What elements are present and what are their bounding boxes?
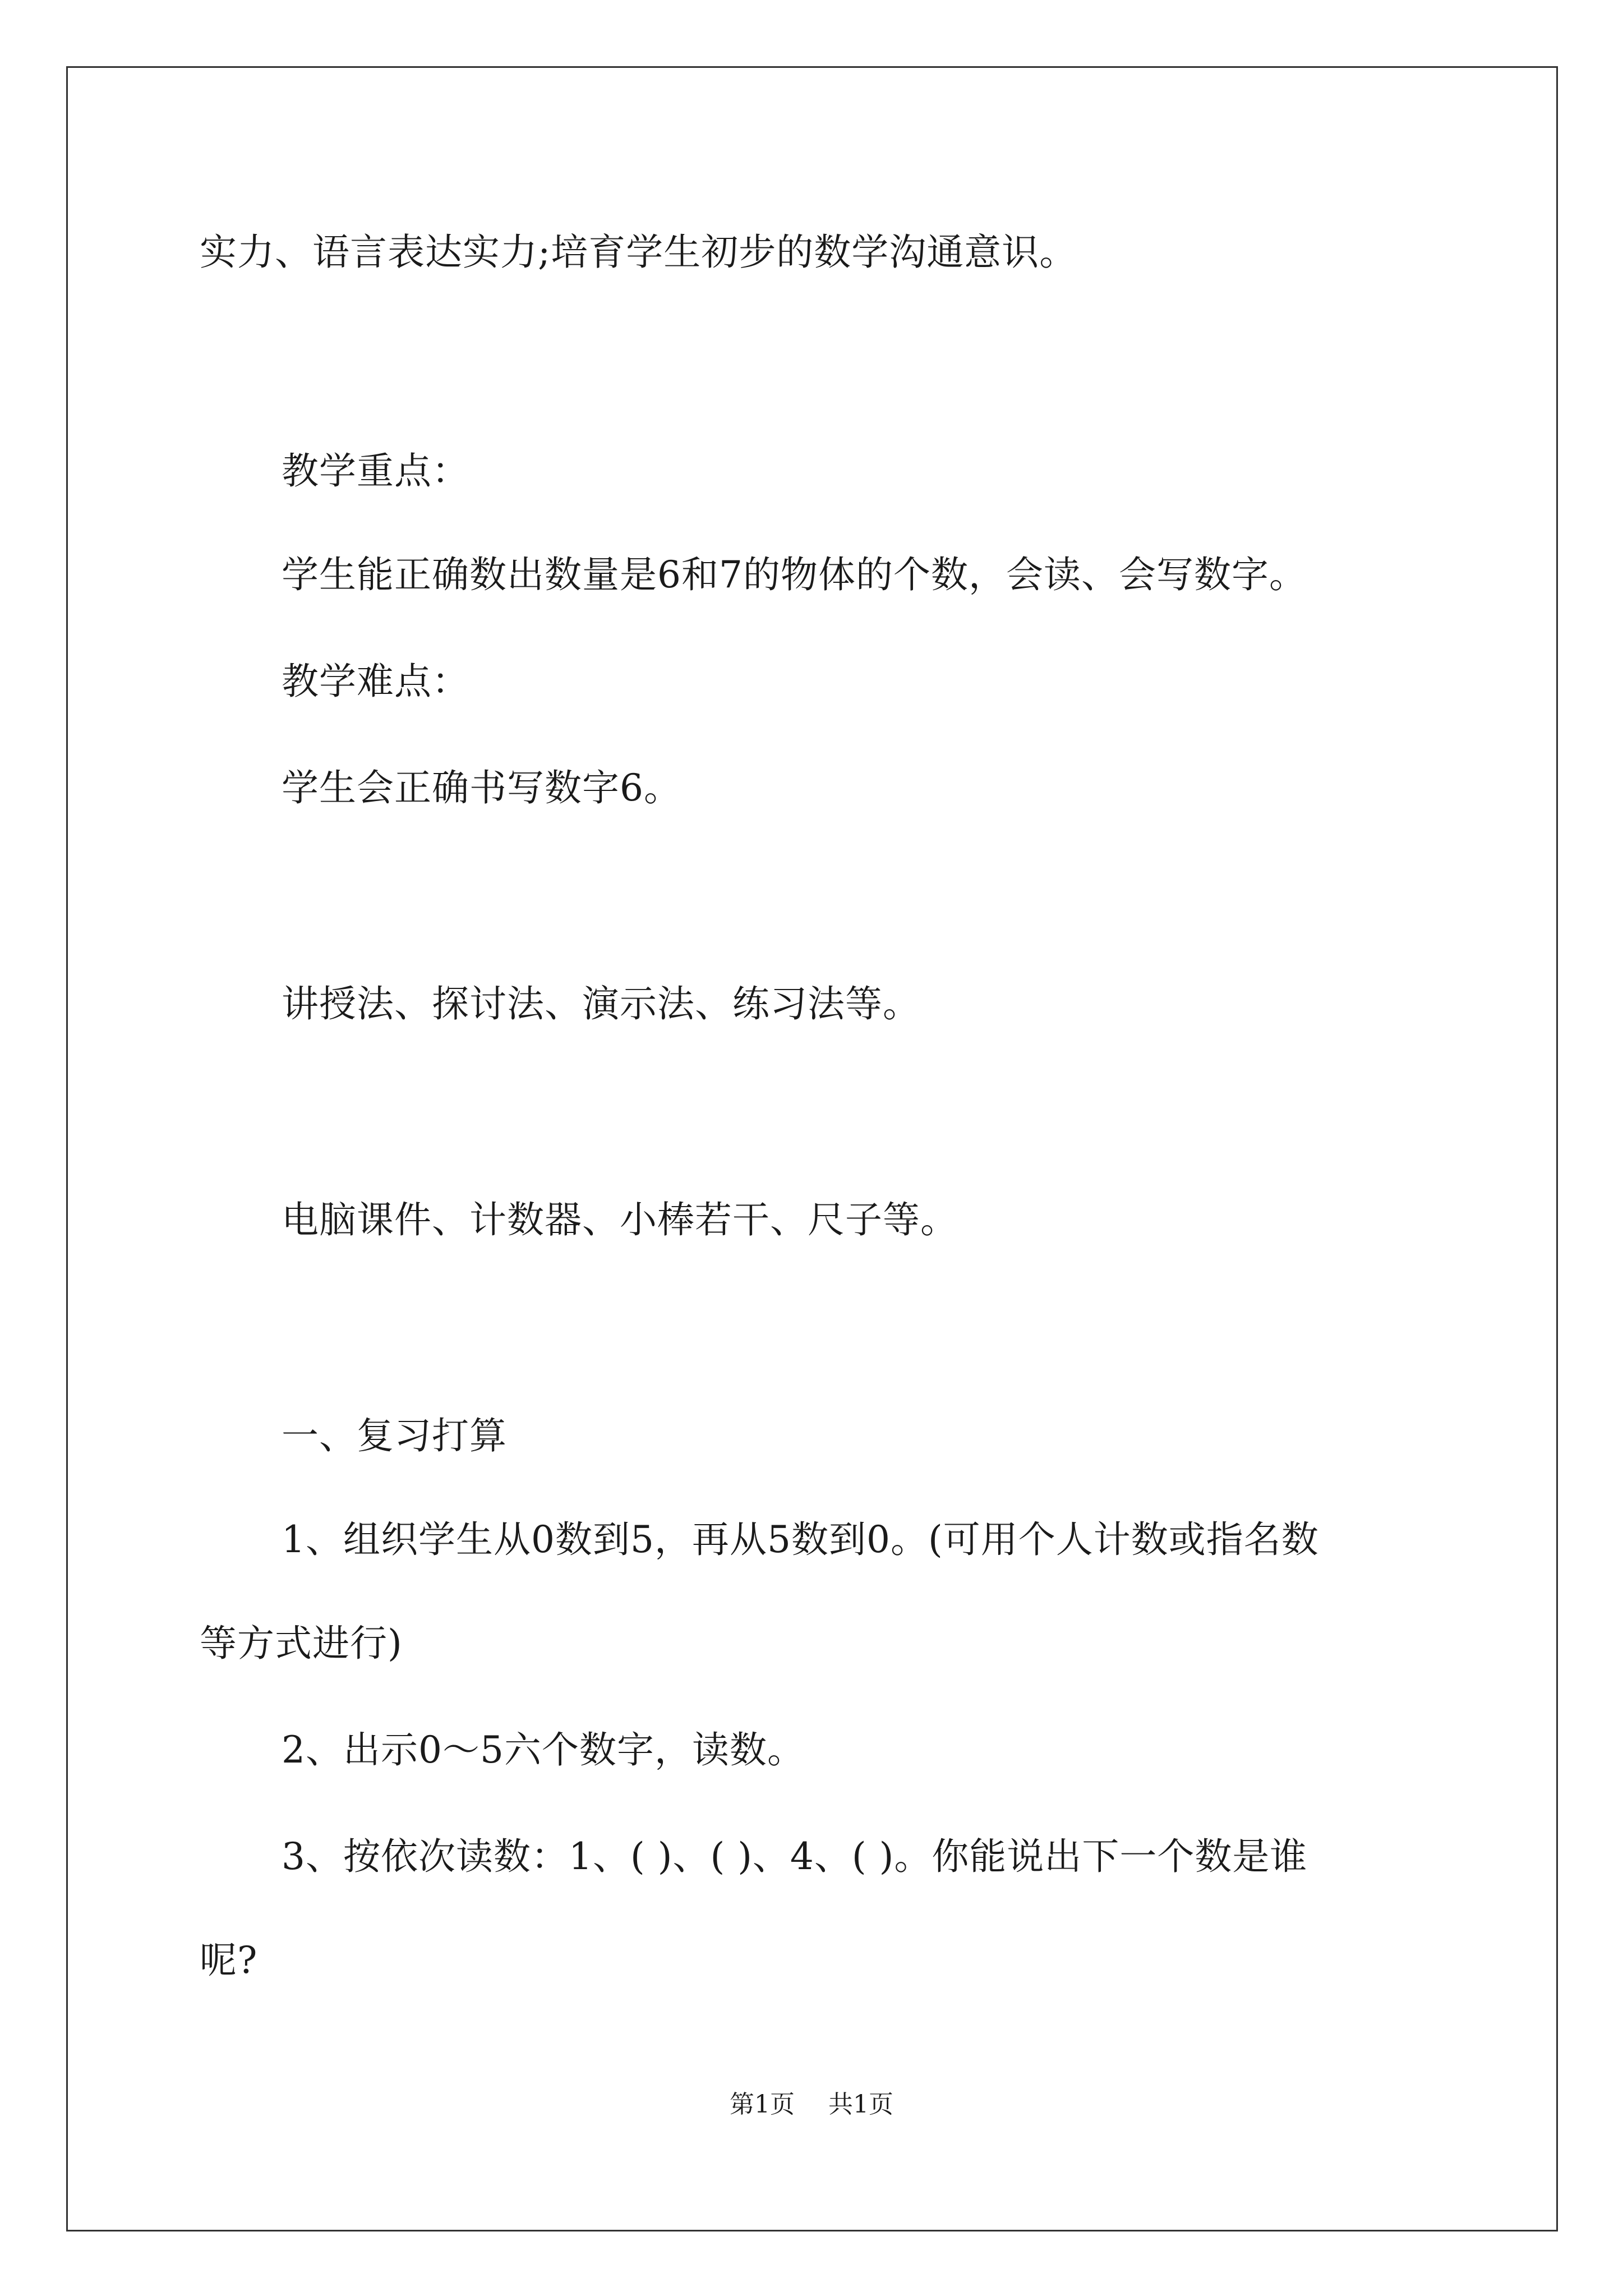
body-line-difficulty: 学生会正确书写数字6。 bbox=[282, 766, 681, 809]
page-number-total: 共1页 bbox=[828, 2090, 893, 2119]
body-line-materials: 电脑课件、计数器、小棒若干、尺子等。 bbox=[282, 1198, 958, 1241]
body-line-focus: 学生能正确数出数量是6和7的物体的个数，会读、会写数字。 bbox=[282, 553, 1307, 596]
body-line-step1-cont: 等方式进行) bbox=[200, 1622, 403, 1665]
heading-teaching-difficulty: 教学难点： bbox=[282, 660, 469, 703]
body-line-methods: 讲授法、探讨法、演示法、练习法等。 bbox=[282, 982, 920, 1025]
body-line-step1: 1、组织学生从0数到5，再从5数到0。(可用个人计数或指名数 bbox=[282, 1518, 1319, 1561]
heading-teaching-focus: 教学重点： bbox=[282, 449, 469, 493]
body-line-step3: 3、按依次读数：1、( )、( )、4、( )。你能说出下一个数是谁 bbox=[282, 1835, 1308, 1878]
body-line-step3-cont: 呢? bbox=[200, 1939, 258, 1982]
body-line-1: 实力、语言表达实力;培育学生初步的数学沟通意识。 bbox=[200, 231, 1077, 274]
body-line-step2: 2、出示0～5六个数字，读数。 bbox=[282, 1728, 805, 1772]
page-border bbox=[66, 66, 1558, 2231]
page-footer bbox=[0, 2088, 1623, 2122]
heading-review: 一、复习打算 bbox=[282, 1414, 507, 1457]
page-number-current: 第1页 bbox=[730, 2090, 795, 2119]
